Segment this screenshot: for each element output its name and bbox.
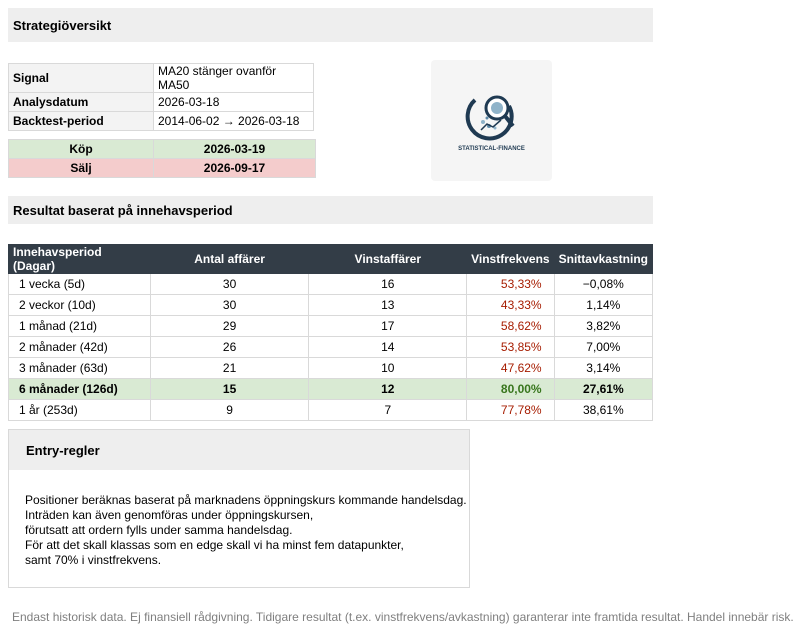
row-wins: 16 xyxy=(309,274,467,295)
buy-sell-table xyxy=(8,139,316,178)
table-row xyxy=(9,337,653,358)
info-row-backtest-period xyxy=(9,112,314,131)
row-wins: 17 xyxy=(309,316,467,337)
results-header xyxy=(8,196,653,224)
entry-rules-panel xyxy=(8,429,470,588)
row-trades: 15 xyxy=(150,379,309,400)
entry-rule-line: förutsatt att ordern fylls under samma handelsdag. xyxy=(25,523,293,537)
table-row xyxy=(9,358,653,379)
row-trades: 26 xyxy=(150,337,309,358)
row-trades: 29 xyxy=(150,316,309,337)
table-row xyxy=(9,295,653,316)
row-winrate: 53,85% xyxy=(467,337,555,358)
info-value: 2026-03-18 xyxy=(154,93,314,112)
row-period: 2 månader (42d) xyxy=(9,337,151,358)
entry-rule-line: För att det skall klassas som en edge skall vi ha minst fem datapunkter, xyxy=(25,538,404,552)
row-winrate: 58,62% xyxy=(467,316,555,337)
row-avg: 3,82% xyxy=(554,316,652,337)
row-wins: 14 xyxy=(309,337,467,358)
results-title: Resultat baserat på innehavsperiod xyxy=(13,202,233,218)
buy-date: 2026-03-19 xyxy=(154,140,316,159)
strategy-info-table xyxy=(8,63,314,131)
row-wins: 7 xyxy=(309,400,467,421)
info-key: Signal xyxy=(9,64,154,93)
table-row xyxy=(9,400,653,421)
buy-label: Köp xyxy=(9,140,154,159)
info-value: MA20 stänger ovanför MA50 xyxy=(154,64,314,93)
row-winrate: 47,62% xyxy=(467,358,555,379)
row-avg: 38,61% xyxy=(554,400,652,421)
results-table xyxy=(8,244,653,421)
row-period: 3 månader (63d) xyxy=(9,358,151,379)
sell-date: 2026-09-17 xyxy=(154,159,316,178)
table-row xyxy=(9,316,653,337)
info-row-signal xyxy=(9,64,314,93)
info-key: Analysdatum xyxy=(9,93,154,112)
info-value: 2014-06-02 → 2026-03-18 xyxy=(154,112,314,131)
row-avg: 1,14% xyxy=(554,295,652,316)
col-header-avg: Snittavkastning xyxy=(554,245,652,274)
info-row-analysis-date xyxy=(9,93,314,112)
table-row-highlighted xyxy=(9,379,653,400)
entry-rules-header xyxy=(9,430,469,470)
entry-rule-line: samt 70% i vinstfrekvens. xyxy=(25,553,162,567)
row-trades: 30 xyxy=(150,274,309,295)
entry-rule-line: Positioner beräknas baserat på marknadens öppningskurs kommande handelsdag. xyxy=(25,493,467,507)
page-title: Strategiöversikt xyxy=(13,17,112,33)
row-trades: 9 xyxy=(150,400,309,421)
row-avg: 27,61% xyxy=(554,379,652,400)
row-wins: 10 xyxy=(309,358,467,379)
col-header-winrate: Vinstfrekvens xyxy=(467,245,555,274)
row-avg: 7,00% xyxy=(554,337,652,358)
row-period: 6 månader (126d) xyxy=(9,379,151,400)
row-winrate: 80,00% xyxy=(467,379,555,400)
row-avg: −0,08% xyxy=(554,274,652,295)
statistical-finance-logo xyxy=(431,60,552,181)
sell-label: Sälj xyxy=(9,159,154,178)
entry-rules-title: Entry-regler xyxy=(26,442,100,458)
logo-text: STATISTICAL-FINANCE xyxy=(458,146,525,152)
row-trades: 30 xyxy=(150,295,309,316)
row-winrate: 53,33% xyxy=(467,274,555,295)
row-period: 1 vecka (5d) xyxy=(9,274,151,295)
row-winrate: 43,33% xyxy=(467,295,555,316)
row-winrate: 77,78% xyxy=(467,400,555,421)
col-header-period: Innehavsperiod (Dagar) xyxy=(9,245,151,274)
info-key: Backtest-period xyxy=(9,112,154,131)
row-period: 1 år (253d) xyxy=(9,400,151,421)
entry-rules-text xyxy=(25,493,467,568)
row-period: 2 veckor (10d) xyxy=(9,295,151,316)
row-trades: 21 xyxy=(150,358,309,379)
row-wins: 12 xyxy=(309,379,467,400)
entry-rule-line: Inträden kan även genomföras under öppningskursen, xyxy=(25,508,314,522)
buy-row xyxy=(9,140,316,159)
table-row xyxy=(9,274,653,295)
row-avg: 3,14% xyxy=(554,358,652,379)
magnifier-chart-icon xyxy=(431,60,552,181)
sell-row xyxy=(9,159,316,178)
col-header-trades: Antal affärer xyxy=(150,245,309,274)
col-header-wins: Vinstaffärer xyxy=(309,245,467,274)
row-wins: 13 xyxy=(309,295,467,316)
results-header-row xyxy=(9,245,653,274)
strategy-overview-header xyxy=(8,8,653,42)
disclaimer-text: Endast historisk data. Ej finansiell rådgivning. Tidigare resultat (t.ex. vinstfrekvens/avkastning) garanterar inte framtida resultat. Handel innebär risk. xyxy=(12,610,794,624)
row-period: 1 månad (21d) xyxy=(9,316,151,337)
